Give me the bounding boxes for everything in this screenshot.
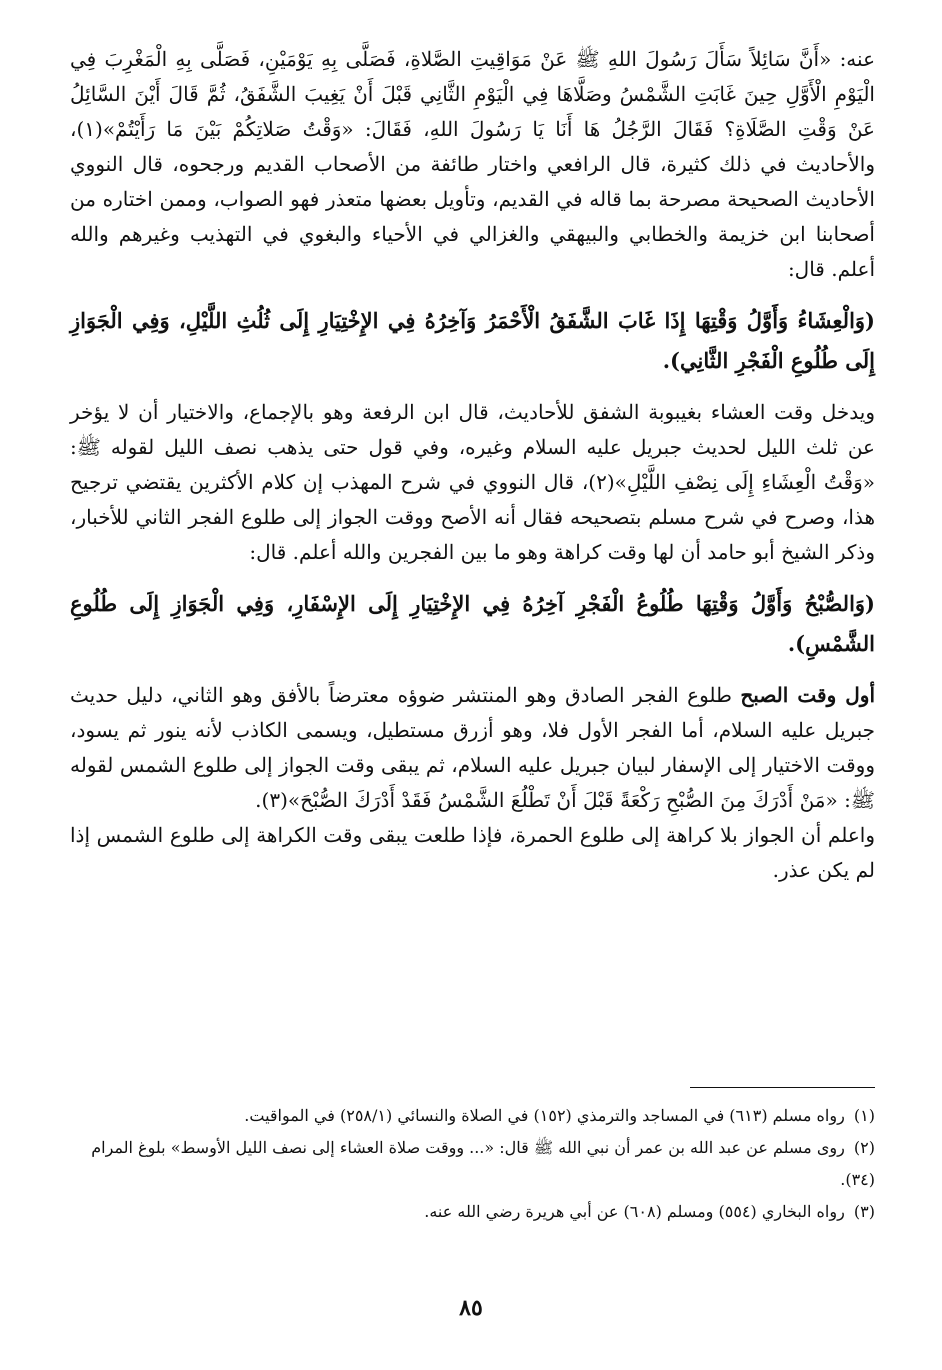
paragraph-2: ويدخل وقت العشاء بغيبوبة الشفق للأحاديث، قال ابن الرفعة وهو بالإجماع، والاختيار أن لا يؤخر عن ثلث الليل لحديث جبريل عليه السلام وغيره، وفي قول حتى يذهب نصف الليل لقوله ﷺ: «وَقْتُ الْعِشَاءِ إِلَى نِصْفِ اللَّيْلِ»(٢)، قال النووي في شرح المهذب إن كلام الأكثرين يقتضي ترجيح هذا، وصرح في شرح مسلم بتصحيحه فقال أنه الأصح ووقت الجواز إلى طلوع الفجر الثاني للأخبار، وذكر الشيخ أبو حامد أن لها وقت كراهة وهو ما بين الفجرين والله أعلم. قال: [70,400,876,564]
footnotes [70,1100,875,1228]
footnote-text: رواه مسلم (٦١٣) في المساجد والترمذي (١٥٢) في الصلاة والنسائي (٢٥٨/١) في المواقيت. [244,1106,845,1125]
paragraph-3-lead: أول وقت الصبح [740,683,875,707]
paragraph-3-text: طلوع الفجر الصادق وهو المنتشر ضوؤه معترضاً بالأفق وهو الثاني، دليل حديث جبريل عليه السلام، أما الفجر الأول فلا، وهو أزرق مستطيل، ويسمى الكاذب لأنه ينور ثم يسود، ووقت الاختيار إلى الإسفار لبيان جبريل عليه السلام، ثم يبقى وقت الجواز إلى طلوع الشمس لقوله ﷺ: «مَنْ أَدْرَكَ مِنَ الصُّبْحِ رَكْعَةً قَبْلَ أَنْ تَطْلُعَ الشَّمْسُ فَقَدْ أَدْرَكَ الصُّبْحَ»(٣). [70,683,875,812]
footnote-number: (٢) [853,1138,875,1157]
matn-quote-isha: (وَالْعِشَاءُ وَأَوَّلُ وَقْتِهَا إِذَا غَابَ الشَّفَقُ الْأَحْمَرُ وَآخِرُهُ فِي الإِخْتِيَارِ إِلَى ثُلُثِ اللَّيْلِ، وَفِي الْجَوَازِ إِلَى طُلُوعِ الْفَجْرِ الثَّانِي). [70,308,875,373]
footnote-text: روى مسلم عن عبد الله بن عمر أن نبي الله ﷺ قال: «... ووقت صلاة العشاء إلى نصف الليل الأوسط» بلوغ المرام (٣٤). [91,1138,875,1189]
footnote-divider [690,1087,875,1088]
page-number: ٨٥ [459,1295,483,1321]
matn-quote-subh: (وَالصُّبْحُ وَأَوَّلُ وَقْتِهَا طُلُوعُ الْفَجْرِ آخِرُهُ فِي الإِخْتِيَارِ إِلَى الإِسْفَارِ، وَفِي الْجَوَازِ إِلَى طُلُوعِ الشَّمْسِ). [70,591,875,656]
paragraph-1: عنه: «أَنَّ سَائِلاً سَأَلَ رَسُولَ اللهِ ﷺ عَنْ مَوَاقِيتِ الصَّلاةِ، فَصَلَّى بِهِ يَوْمَيْنِ، فَصَلَّى بِهِ الْمَغْرِبَ فِي الْيَوْمِ الْأَوَّلِ حِينَ غَابَتِ الشَّمْسُ وصَلَّاهَا فِي الْيَوْمِ الثَّانِي قَبْلَ أَنْ يَغِيبَ الشَّفَقُ، ثُمَّ قَالَ أَيْنَ السَّائِلُ عَنْ وَقْتِ الصَّلَاةِ؟ فَقَالَ الرَّجُلُ هَا أَنَا يَا رَسُولَ اللهِ، فَقَالَ: «وَقْتُ صَلاتِكُمْ بَيْنَ مَا رَأَيْتُمْ»(١)، والأحاديث في ذلك كثيرة، قال الرافعي واختار طائفة من الأصحاب القديم ورجحوه، قال النووي الأحاديث الصحيحة مصرحة بما قاله في القديم، وتأويل بعضها متعذر فهو الصواب، وممن اختاره من أصحابنا ابن خزيمة والخطابي والبيهقي والغزالي في الأحياء والبغوي في التهذيب وغيرهم والله أعلم. قال: [70,47,875,281]
footnote-1 [70,1100,875,1132]
paragraph-3 [70,678,875,818]
footnote-text: رواه البخاري (٥٥٤) ومسلم (٦٠٨) عن أبي هريرة رضي الله عنه. [424,1202,845,1221]
main-text [70,42,875,888]
footnote-number: (٣) [853,1202,875,1221]
footnote-number: (١) [853,1106,875,1125]
paragraph-4: واعلم أن الجواز بلا كراهة إلى طلوع الحمرة، فإذا طلعت يبقى وقت الكراهة إلى طلوع الشمس إذا لم يكن عذر. [70,823,875,882]
footnote-2 [70,1132,875,1196]
footnote-3 [70,1196,875,1228]
